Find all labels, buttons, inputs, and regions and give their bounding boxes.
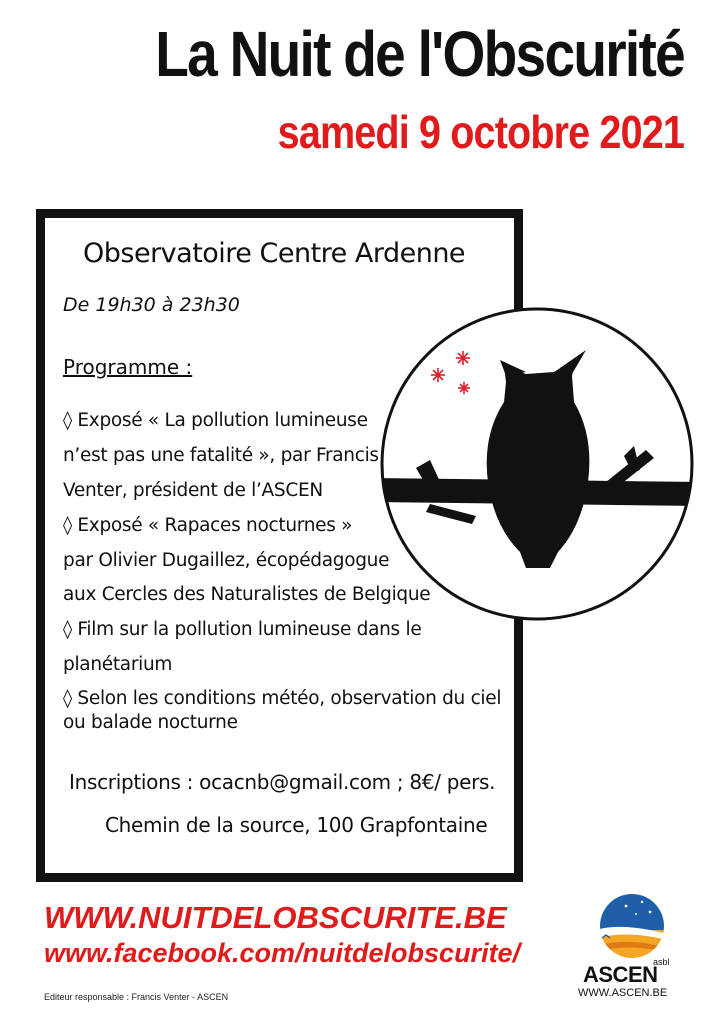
ascen-logo	[590, 892, 674, 958]
programme-line: ◊ Exposé « La pollution lumineuse	[63, 410, 368, 431]
logo-name: ASCEN	[583, 962, 658, 987]
facebook-link[interactable]: www.facebook.com/nuitdelobscurite/	[44, 938, 521, 968]
programme-line: ◊ Selon les conditions météo, observation du ciel	[63, 688, 502, 709]
address-text: Chemin de la source, 100 Grapfontaine	[105, 813, 488, 837]
programme-line: n’est pas une fatalité », par Francis	[63, 445, 379, 466]
programme-line: Venter, président de l’ASCEN	[63, 480, 323, 501]
programme-line: ou balade nocturne	[63, 712, 238, 733]
programme-line: planétarium	[63, 654, 173, 675]
programme-line: ◊ Exposé « Rapaces nocturnes »	[63, 515, 353, 536]
programme-line: aux Cercles des Naturalistes de Belgique	[63, 584, 431, 605]
owl-on-branch-illustration	[376, 306, 698, 622]
event-date: samedi 9 octobre 2021	[277, 106, 684, 158]
editor-note: Editeur responsable : Francis Venter - ASCEN	[44, 992, 229, 1002]
programme-title: Programme :	[63, 355, 193, 379]
logo-url[interactable]: WWW.ASCEN.BE	[578, 987, 668, 999]
inscriptions-text: Inscriptions : ocacnb@gmail.com ; 8€/ pers.	[69, 770, 496, 794]
programme-line: ◊ Film sur la pollution lumineuse dans le	[63, 619, 422, 640]
event-hours: De 19h30 à 23h30	[63, 294, 240, 316]
programme-line: par Olivier Dugaillez, écopédagogue	[63, 550, 390, 571]
venue-name: Observatoire Centre Ardenne	[83, 238, 466, 269]
page-title: La Nuit de l'Obscurité	[155, 18, 684, 90]
website-link[interactable]: WWW.NUITDELOBSCURITE.BE	[44, 900, 507, 935]
logo-asbl: asbl	[653, 957, 670, 967]
